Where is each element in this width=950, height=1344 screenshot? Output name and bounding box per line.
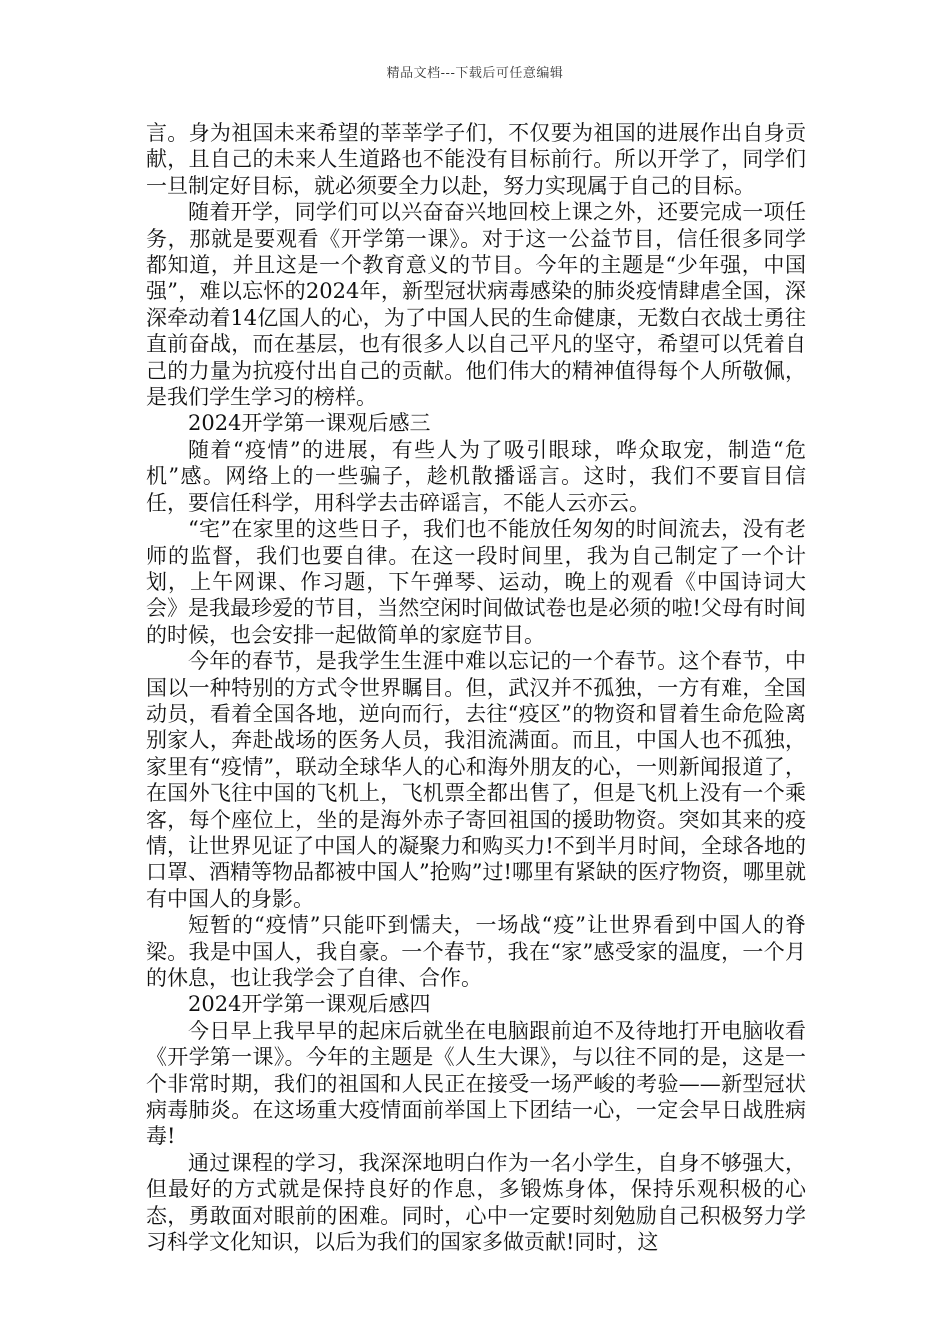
paragraph-continued: 言。身为祖国未来希望的莘莘学子们，不仅要为祖国的进展作出自身贡献，且自己的未来人生道路也不能没有目标前行。所以开学了，同学们一旦制定好目标，就必须要全力以赴，努力实现属于自己的目标。 <box>146 121 806 198</box>
paragraph: 通过课程的学习，我深深地明白作为一名小学生，自身不够强大，但最好的方式就是保持良好的作息，多锻炼身体，保持乐观积极的心态，勇敢面对眼前的困难。同时，心中一定要时刻勉励自己积极努力学习科学文化知识，以后为我们的国家多做贡献!同时，这 <box>146 1150 806 1255</box>
paragraph: 随着开学，同学们可以兴奋奋兴地回校上课之外，还要完成一项任务，那就是要观看《开学第一课》。对于这一公益节目，信任很多同学都知道，并且这是一个教育意义的节目。今年的主题是“少年强，中国强”，难以忘怀的2024年，新型冠状病毒感染的肺炎疫情肆虐全国，深深牵动着14亿国人的心，为了中国人民的生命健康，无数白衣战士勇往直前奋战，而在基层，也有很多人以自己平凡的坚守，希望可以凭着自己的力量为抗疫付出自己的贡献。他们伟大的精神值得每个人所敬佩，是我们学生学习的榜样。 <box>146 200 806 410</box>
paragraph: 今日早上我早早的起床后就坐在电脑跟前迫不及待地打开电脑收看《开学第一课》。今年的主题是《人生大课》，与以往不同的是，这是一个非常时期，我们的祖国和人民正在接受一场严峻的考验——新型冠状病毒肺炎。在这场重大疫情面前举国上下团结一心，一定会早日战胜病毒! <box>146 1018 806 1149</box>
section-heading: 2024开学第一课观后感三 <box>188 411 431 436</box>
section-heading: 2024开学第一课观后感四 <box>188 992 431 1017</box>
paragraph: “宅”在家里的这些日子，我们也不能放任匆匆的时间流去，没有老师的监督，我们也要自律。在这一段时间里，我为自己制定了一个计划，上午网课、作习题，下午弹琴、运动，晚上的观看《中国诗词大会》是我最珍爱的节目，当然空闲时间做试卷也是必须的啦!父母有时间的时候，也会安排一起做简单的家庭节目。 <box>146 517 806 647</box>
page-header: 精品文档---下载后可任意编辑 <box>386 66 564 81</box>
paragraph: 随着“疫情”的进展，有些人为了吸引眼球，哗众取宠，制造“危机”感。网络上的一些骗子，趁机散播谣言。这时，我们不要盲目信任，要信任科学，用科学去击碎谣言，不能人云亦云。 <box>146 437 806 515</box>
paragraph: 今年的春节，是我学生生涯中难以忘记的一个春节。这个春节，中国以一种特别的方式令世界瞩目。但，武汉并不孤独，一方有难，全国动员，看着全国各地，逆向而行，去往“疫区”的物资和冒着生命危险离别家人，奔赴战场的医务人员，我泪流满面。而且，中国人也不孤独，家里有“疫情”，联动全球华人的心和海外朋友的心，一则新闻报道了，在国外飞往中国的飞机上，飞机票全都出售了，但是飞机上没有一个乘客，每个座位上，坐的是海外赤子寄回祖国的援助物资。突如其来的疫情，让世界见证了中国人的凝聚力和购买力!不到半月时间，全球各地的口罩、酒精等物品都被中国人”抢购”过!哪里有紧缺的医疗物资，哪里就有中国人的身影。 <box>146 649 806 911</box>
paragraph: 短暂的“疫情”只能吓到懦夫，一场战“疫”让世界看到中国人的脊梁。我是中国人，我自豪。一个春节，我在“家”感受家的温度，一个月的休息，也让我学会了自律、合作。 <box>146 913 806 990</box>
document-body <box>146 120 806 1255</box>
